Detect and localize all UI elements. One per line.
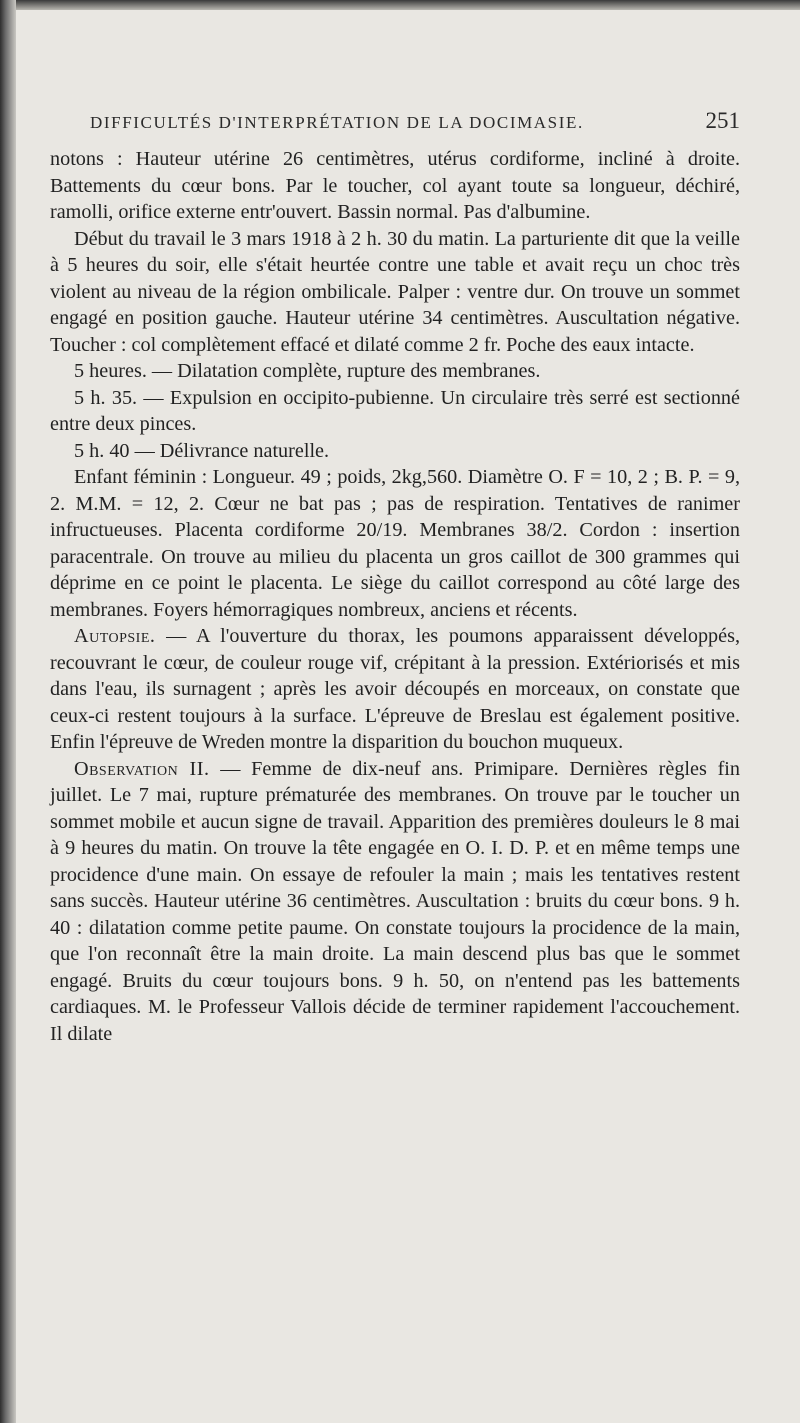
running-head [90, 108, 740, 146]
page-number: 251 [705, 108, 740, 133]
paragraph-continuation: notons : Hauteur utérine 26 centimètres, utérus cordiforme, incliné à droite. Battements du cœur bons. Par le toucher, col ayant toute sa longueur, déchiré, ramolli, orifice externe entr'ouvert. Bassin normal. Pas d'albumine. [50, 148, 740, 223]
paragraph-enfant: Enfant féminin : Longueur. 49 ; poids, 2kg,560. Diamètre O. F = 10, 2 ; B. P. = 9, 2. M.M. = 12, 2. Cœur ne bat pas ; pas de respiration. Tentatives de ranimer infructueuses. Placenta cordiforme 20/19. Membranes 38/2. Cordon : insertion paracentrale. On trouve au milieu du placenta un gros caillot de 300 grammes qui déprime en ce point le placenta. Le siège du caillot correspond au côté large des membranes. Foyers hémorragiques nombreux, anciens et récents. [50, 466, 740, 621]
paragraph-labour-onset: Début du travail le 3 mars 1918 à 2 h. 30 du matin. La parturiente dit que la veille à 5 heures du soir, elle s'était heurtée contre une table et avait reçu un choc très violent au niveau de la région ombilicale. Palper : ventre dur. On trouve un sommet engagé en position gauche. Hauteur utérine 34 centimètres. Auscultation négative. Toucher : col complètement effacé et dilaté comme 2 fr. Poche des eaux intacte. [50, 227, 740, 356]
book-page [50, 108, 740, 1047]
scan-binding-shadow [0, 0, 16, 1423]
scan-top-edge [0, 0, 800, 10]
paragraph-observation-2: Observation II. — Femme de dix-neuf ans. Primipare. Dernières règles fin juillet. Le 7 mai, rupture prématurée des membranes. On trouve par le toucher un sommet mobile et aucun signe de travail. Apparition des premières douleurs le 8 mai à 9 heures du matin. On trouve la tête engagée en O. I. D. P. et en même temps une procidence d'une main. On essaye de refouler la main ; mais les tentatives restent sans succès. Hauteur utérine 36 centimètres. Auscultation : bruits du cœur bons. 9 h. 40 : dilatation comme petite paume. On constate toujours la procidence de la main, que l'on reconnaît être la main droite. La main descend plus bas que le sommet engagé. Bruits du cœur toujours bons. 9 h. 50, on n'entend pas les battements cardiaques. M. le Professeur Vallois décide de terminer rapidement l'accouchement. Il dilate [50, 757, 740, 1045]
paragraph-5h: 5 heures. — Dilatation complète, rupture des membranes. [74, 360, 541, 382]
paragraph-5h35: 5 h. 35. — Expulsion en occipito-pubienne. Un circulaire très serré est sectionné entre deux pinces. [50, 386, 740, 435]
running-title: DIFFICULTÉS D'INTERPRÉTATION DE LA DOCIMASIE. [90, 113, 584, 132]
section-lead-autopsie: Autopsie. [74, 625, 156, 647]
paragraph-5h40: 5 h. 40 — Délivrance naturelle. [74, 439, 330, 462]
paragraph-autopsie: Autopsie. — A l'ouverture du thorax, les poumons apparaissent développés, recouvrant le cœur, de couleur rouge vif, crépitant à la pression. Extériorisés et mis dans l'eau, ils surnagent ; après les avoir découpés en morceaux, on constate que ceux-ci restent toujours à la surface. L'épreuve de Breslau est également positive. Enfin l'épreuve de Wreden montre la disparition du bouchon muqueux. [50, 625, 740, 753]
section-lead-observation: Observation II. [74, 757, 210, 780]
